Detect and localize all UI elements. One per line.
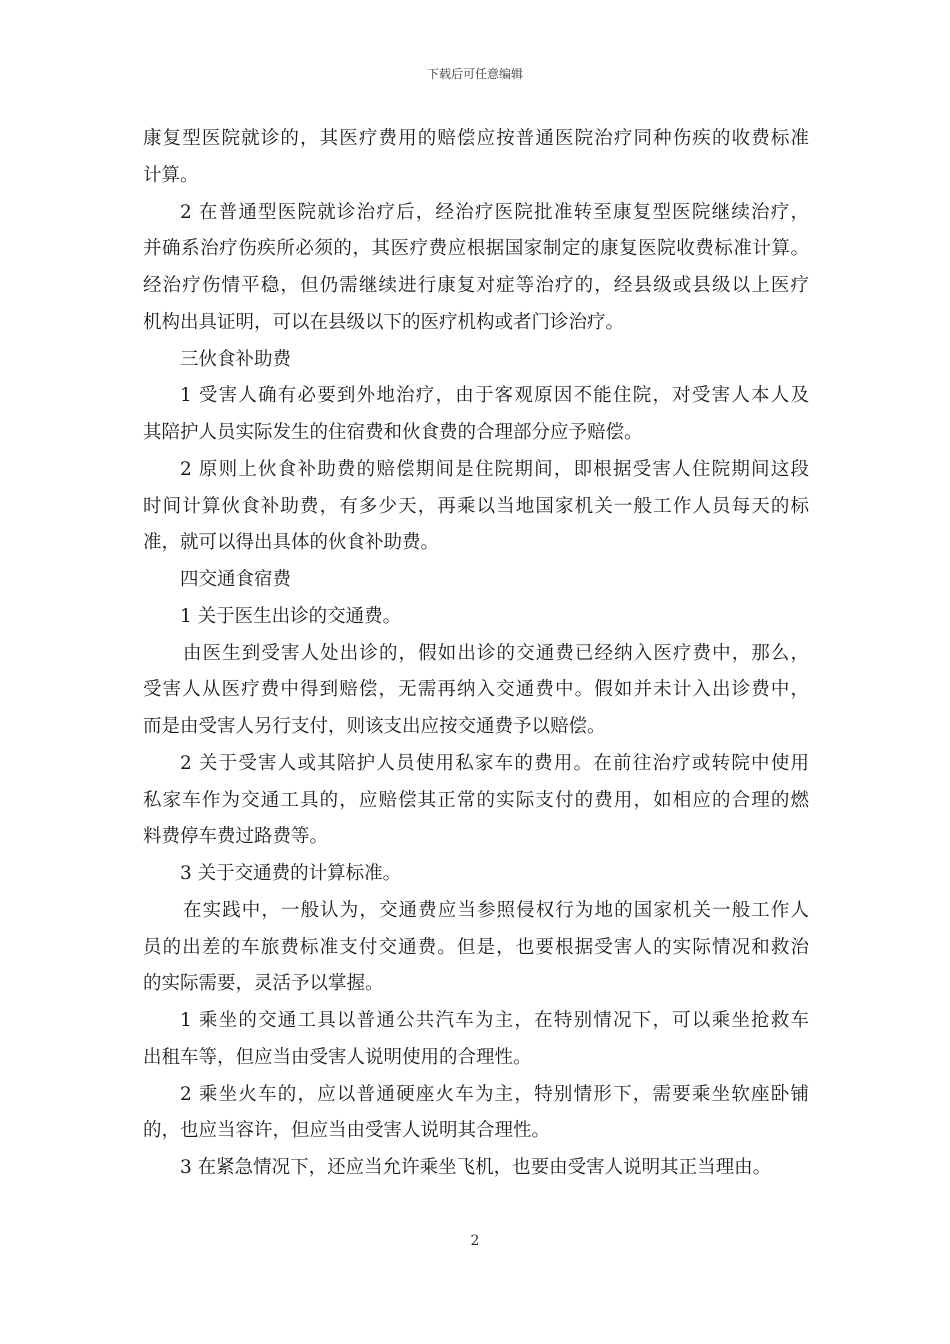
text-line: 2 关于受害人或其陪护人员使用私家车的费用。在前往治疗或转院中使用 [180, 752, 809, 774]
document-body [143, 121, 809, 1187]
text-line: 2 乘坐火车的，应以普通硬座火车为主，特别情形下，需要乘坐软座卧铺 [180, 1083, 809, 1105]
text-line: 料费停车费过路费等。 [143, 826, 329, 848]
text-line: 机构出具证明，可以在县级以下的医疗机构或者门诊治疗。 [143, 311, 625, 333]
text-line: 由医生到受害人处出诊的，假如出诊的交通费已经纳入医疗费中，那么， [183, 642, 809, 664]
text-line: 的实际需要，灵活予以掌握。 [143, 973, 384, 995]
text-line: 在实践中，一般认为，交通费应当参照侵权行为地的国家机关一般工作人 [183, 899, 809, 921]
text-line: 2 原则上伙食补助费的赔偿期间是住院期间，即根据受害人住院期间这段 [180, 458, 809, 480]
section-heading: 三伙食补助费 [180, 348, 292, 370]
text-line: 准，就可以得出具体的伙食补助费。 [143, 532, 440, 554]
text-line: 3 在紧急情况下，还应当允许乘坐飞机，也要由受害人说明其正当理由。 [180, 1157, 772, 1178]
text-line: 出租车等，但应当由受害人说明使用的合理性。 [143, 1046, 532, 1068]
text-line: 而是由受害人另行支付，则该支出应按交通费予以赔偿。 [143, 716, 606, 737]
text-line: 2 在普通型医院就诊治疗后，经治疗医院批准转至康复型医院继续治疗， [180, 201, 809, 223]
text-line: 计算。 [143, 164, 199, 186]
text-line: 经治疗伤情平稳，但仍需继续进行康复对症等治疗的，经县级或县级以上医疗 [143, 275, 809, 296]
text-line: 康复型医院就诊的，其医疗费用的赔偿应按普通医院治疗同种伤疾的收费标准 [143, 128, 809, 149]
text-line: 私家车作为交通工具的，应赔偿其正常的实际支付的费用，如相应的合理的燃 [143, 789, 809, 811]
text-line: 受害人从医疗费中得到赔偿，无需再纳入交通费中。假如并未计入出诊费中， [143, 679, 809, 701]
page-header: 下载后可任意编辑 [426, 67, 523, 81]
text-line: 3 关于交通费的计算标准。 [180, 863, 402, 884]
section-heading: 四交通食宿费 [180, 569, 292, 590]
text-line: 时间计算伙食补助费，有多少天，再乘以当地国家机关一般工作人员每天的标 [143, 495, 809, 517]
text-line: 员的出差的车旅费标准支付交通费。但是，也要根据受害人的实际情况和救治 [143, 936, 809, 958]
text-line: 1 关于医生出诊的交通费。 [180, 605, 402, 627]
text-line: 并确系治疗伤疾所必须的，其医疗费应根据国家制定的康复医院收费标准计算。 [143, 238, 809, 260]
text-line: 1 乘坐的交通工具以普通公共汽车为主，在特别情况下，可以乘坐抢救车 [180, 1010, 809, 1031]
page-number: 2 [470, 1233, 480, 1249]
text-line: 其陪护人员实际发生的住宿费和伙食费的合理部分应予赔偿。 [143, 422, 643, 443]
text-line: 的，也应当容许，但应当由受害人说明其合理性。 [143, 1120, 551, 1142]
text-line: 1 受害人确有必要到外地治疗，由于客观原因不能住院，对受害人本人及 [180, 385, 809, 407]
